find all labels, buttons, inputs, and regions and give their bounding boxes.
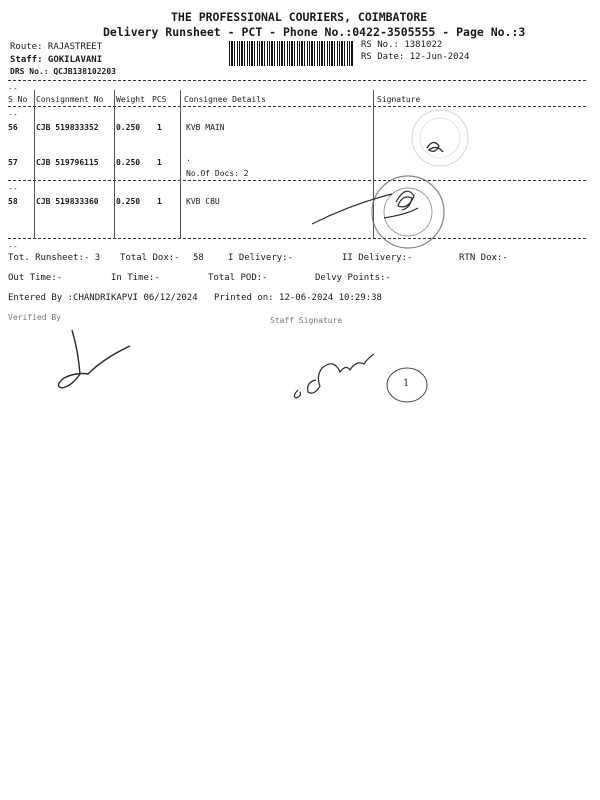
signature-row58 (312, 191, 418, 224)
bottom-signatures (40, 320, 460, 420)
drs-number: DRS No.: QCJB138102203 (10, 67, 116, 76)
printed-on: Printed on: 12-06-2024 10:29:38 (214, 293, 382, 303)
rs-number: RS No.: 1381022 (361, 40, 443, 50)
staff-label: Staff: GOKILAVANI (10, 55, 103, 65)
total-dox-label: Total Dox:- (120, 253, 180, 263)
total-dox-value: 58 (193, 253, 204, 263)
staff-signature (294, 354, 374, 398)
ii-delivery: II Delivery:- (342, 253, 413, 263)
verified-by: Verified By (8, 313, 61, 322)
rtn-dox: RTN Dox:- (459, 253, 508, 263)
table-signatures (300, 100, 600, 260)
col-weight: Weight (116, 95, 145, 104)
col-pcs: PCS (152, 95, 167, 104)
in-time: In Time:- (111, 273, 160, 283)
faint-stamp-row56 (412, 110, 468, 166)
col-sno: S No (8, 95, 28, 104)
col-consignee: Consignee Details (184, 95, 266, 104)
entered-by: Entered By :CHANDRIKAPVI 06/12/2024 (8, 293, 198, 303)
tot-runsheet: Tot. Runsheet:- 3 (8, 253, 101, 263)
verifier-signature (58, 330, 130, 388)
out-time: Out Time:- (8, 273, 63, 283)
staff-signature-label: Staff Signature (270, 316, 343, 325)
barcode (229, 41, 354, 66)
circled-number: 1 (403, 378, 410, 389)
runsheet-subtitle: Delivery Runsheet - PCT - Phone No.:0422-3505555 - Page No.:3 (103, 25, 526, 39)
rs-date: RS Date: 12-Jun-2024 (361, 52, 470, 62)
company-title: THE PROFESSIONAL COURIERS, COIMBATORE (171, 10, 428, 24)
signature-row56 (427, 142, 443, 152)
total-pod: Total POD:- (208, 273, 268, 283)
delvy-points: Delvy Points:- (315, 273, 391, 283)
docs-count: No.Of Docs: 2 (186, 169, 249, 178)
route-label: Route: RAJASTREET (10, 42, 103, 52)
i-delivery: I Delivery:- (228, 253, 294, 263)
col-consignment: Consignment No (36, 95, 104, 104)
col-signature: Signature (377, 95, 421, 104)
table-top-rule (8, 80, 586, 81)
